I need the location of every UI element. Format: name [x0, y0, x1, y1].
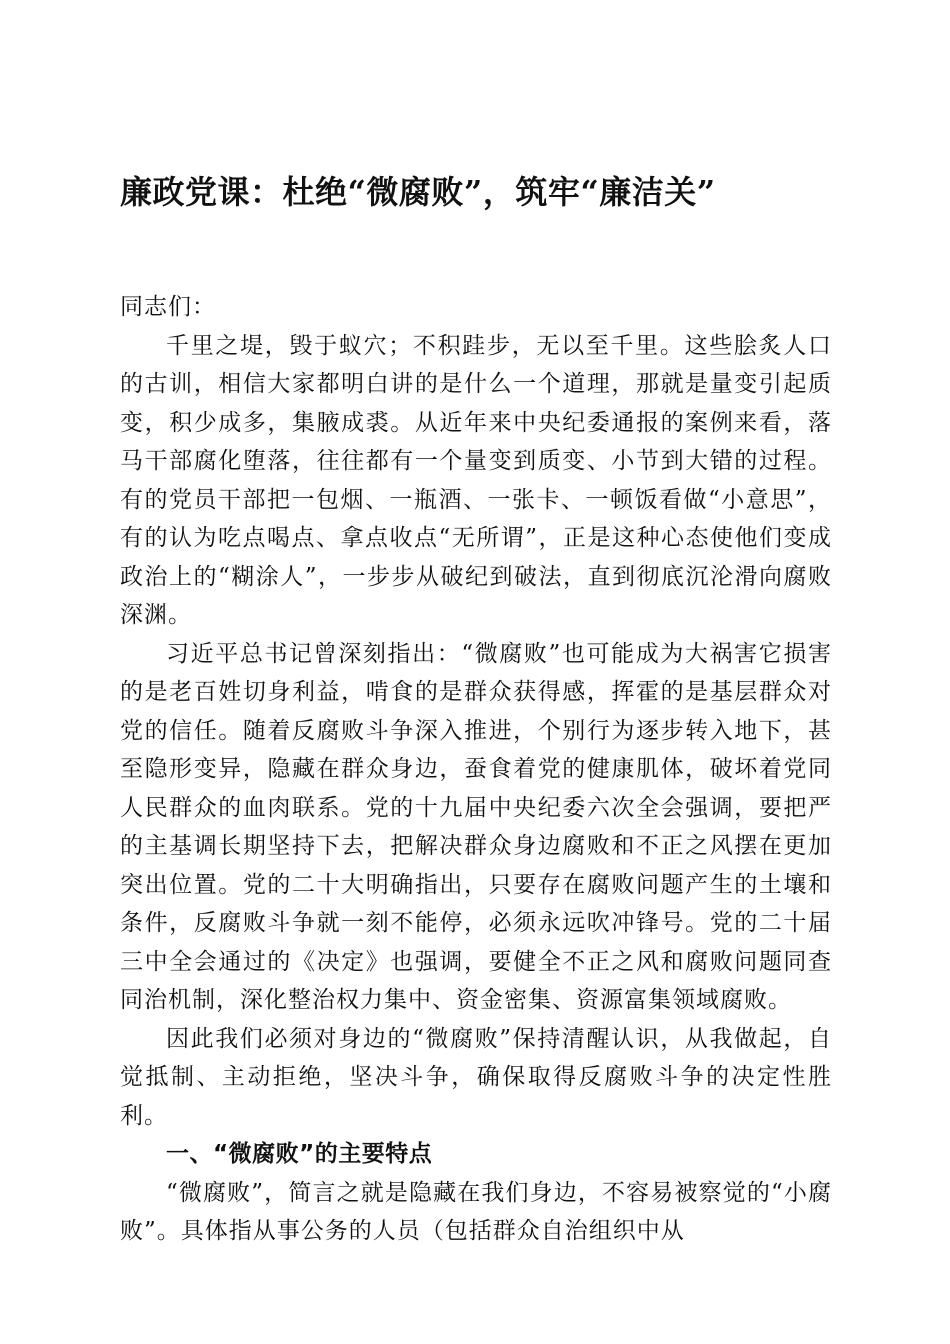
paragraph-2: 习近平总书记曾深刻指出：“微腐败”也可能成为大祸害它损害的是老百姓切身利益，啃食的是群众获得感，挥霍的是基层群众对党的信任。随着反腐败斗争深入推进，个别行为逐步转入地下，甚至隐形变异，隐藏在群众身边，蚕食着党的健康肌体，破坏着党同人民群众的血肉联系。党的十九届中央纪委六次全会强调，要把严的主基调长期坚持下去，把解决群众身边腐败和不正之风摆在更加突出位置。党的二十大明确指出，只要存在腐败问题产生的土壤和条件，反腐败斗争就一刻不能停，必须永远吹冲锋号。党的二十届三中全会通过的《决定》也强调，要健全不正之风和腐败问题同查同治机制，深化整治权力集中、资金密集、资源富集领域腐败。: [120, 640, 832, 1013]
section-paragraph: “微腐败”，简言之就是隐藏在我们身边，不容易被察觉的“小腐败”。具体指从事公务的人员（包括群众自治组织中从: [120, 1179, 832, 1244]
paragraph-1: 千里之堤，毁于蚁穴；不积跬步，无以至千里。这些脍炙人口的古训，相信大家都明白讲的是什么一个道理，那就是量变引起质变，积少成多，集腋成裘。从近年来中央纪委通报的案例来看，落马干部腐化堕落，往往都有一个量变到质变、小节到大错的过程。有的党员干部把一包烟、一瓶酒、一张卡、一顿饭看做“小意思”，有的认为吃点喝点、拿点收点“无所谓”，正是这种心态使他们变成政治上的“糊涂人”，一步步从破纪到破法，直到彻底沉沦滑向腐败深渊。: [120, 332, 832, 628]
salutation: 同志们：: [120, 294, 216, 320]
section-heading: 一、“微腐败”的主要特点: [166, 1141, 433, 1167]
paragraph-3: 因此我们必须对身边的“微腐败”保持清醒认识，从我做起，自觉抵制、主动拒绝，坚决斗争，确保取得反腐败斗争的决定性胜利。: [120, 1025, 832, 1129]
document-title: 廉政党课：杜绝“微腐败”，筑牢“廉洁关”: [120, 173, 716, 211]
document-body: [120, 288, 832, 1251]
